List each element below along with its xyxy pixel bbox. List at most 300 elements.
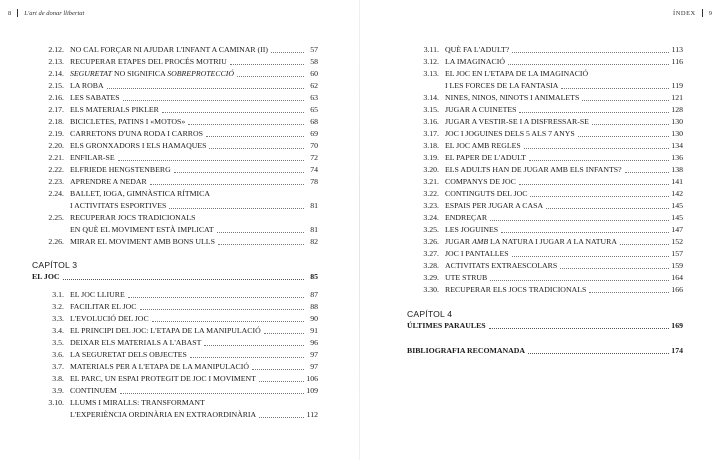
- running-head-divider: [17, 9, 18, 17]
- toc-entry[interactable]: [407, 260, 683, 272]
- leader-dots: [152, 321, 304, 322]
- toc-entry[interactable]: [407, 188, 683, 200]
- leader-dots: [546, 208, 669, 209]
- title-part: I ACTIVITATS ESPORTIVES: [70, 201, 167, 210]
- title-part: JUGAR A VESTIR-SE I A DISFRESSAR-SE: [445, 117, 589, 126]
- title-part: EL PARC, UN ESPAI PROTEGIT DE JOC I MOVIMENT: [70, 374, 256, 383]
- toc-entry-title: [70, 301, 137, 313]
- chapter-3-page: 85: [310, 272, 318, 281]
- leader-dots: [218, 244, 304, 245]
- title-part: LLUMS I MIRALLS: TRANSFORMANT: [70, 398, 205, 407]
- toc-entry[interactable]: [32, 349, 318, 361]
- toc-entry-page: 112: [306, 410, 318, 419]
- toc-entry-title: [70, 385, 117, 397]
- toc-entry-title: [70, 200, 166, 212]
- toc-entry[interactable]: [32, 385, 318, 397]
- toc-entry-page: 136: [671, 153, 683, 162]
- title-part: QUÈ FA L'ADULT?: [445, 45, 510, 54]
- title-part: CONTINGUTS DEL JOC: [445, 189, 528, 198]
- toc-entry-number: 3.21.: [423, 177, 439, 186]
- title-part: ACTIVITATS EXTRAESCOLARS: [445, 261, 558, 270]
- toc-entry-page: 159: [671, 261, 683, 270]
- italic-title-part: SOBREPROTECCIÓ: [167, 69, 234, 78]
- toc-entry-title: [445, 164, 622, 176]
- toc-entry-page: 78: [310, 177, 318, 186]
- toc-entry-page: 128: [671, 105, 683, 114]
- title-part: EL PRINCIPI DEL JOC: L'ETAPA DE LA MANIPULACIÓ: [70, 326, 261, 335]
- toc-entry-page: 130: [671, 117, 683, 126]
- leader-dots: [524, 148, 669, 149]
- title-part: ESPAIS PER JUGAR A CASA: [445, 201, 544, 210]
- toc-entry-title: [445, 284, 586, 296]
- toc-entry[interactable]: [32, 397, 318, 409]
- toc-entry-page: 97: [310, 350, 318, 359]
- toc-entry-title: [70, 361, 249, 373]
- toc-entry-number: 2.26.: [48, 237, 64, 246]
- title-part: RECUPERAR JOCS TRADICIONALS: [70, 213, 196, 222]
- toc-entry-number: 3.2.: [52, 302, 64, 311]
- title-part: I LES FORCES DE LA FANTASIA: [445, 81, 559, 90]
- toc-entry-number: 2.23.: [48, 177, 64, 186]
- chapter-3-title-row[interactable]: [32, 271, 318, 283]
- toc-entry-page: 119: [671, 81, 683, 90]
- title-part: LA ROBA: [70, 81, 104, 90]
- toc-entry[interactable]: [32, 56, 318, 68]
- title-part: ENDREÇAR: [445, 213, 488, 222]
- toc-entry[interactable]: [32, 152, 318, 164]
- leader-dots: [174, 172, 304, 173]
- toc-entry[interactable]: [32, 337, 318, 349]
- toc-entry-page: 147: [671, 225, 683, 234]
- toc-entry-title: [70, 373, 256, 385]
- toc-entry[interactable]: [32, 236, 318, 248]
- section-title: ÍNDEX: [673, 9, 696, 17]
- toc-entry-number: 3.14.: [423, 93, 439, 102]
- toc-entry[interactable]: [407, 248, 683, 260]
- toc-entry-title: [70, 56, 227, 68]
- toc-entry-page: 69: [310, 129, 318, 138]
- italic-title-part: A: [566, 237, 572, 246]
- toc-entry-title: [70, 212, 196, 224]
- toc-entry-page: 87: [310, 290, 318, 299]
- toc-entry[interactable]: [407, 236, 683, 248]
- toc-entry-page: 81: [310, 201, 318, 210]
- leader-dots: [217, 232, 304, 233]
- toc-entry-number: 2.21.: [48, 153, 64, 162]
- leader-dots: [561, 88, 669, 89]
- leader-dots: [512, 256, 669, 257]
- leader-dots: [63, 279, 304, 280]
- toc-entry-page: 68: [310, 117, 318, 126]
- toc-entry-title: [70, 44, 268, 56]
- toc-entry-number: 3.8.: [52, 374, 64, 383]
- toc-entry-page: 113: [671, 45, 683, 54]
- toc-entry-page: 116: [671, 57, 683, 66]
- toc-entry-page: 88: [310, 302, 318, 311]
- toc-entry-number: 3.10.: [48, 398, 64, 407]
- toc-entry[interactable]: [32, 361, 318, 373]
- toc-entry[interactable]: [32, 224, 318, 236]
- title-part: NINES, NINOS, NINOTS I ANIMALETS: [445, 93, 580, 102]
- toc-entry-number: 3.6.: [52, 350, 64, 359]
- leader-dots: [589, 292, 669, 293]
- title-part: MIRAR EL MOVIMENT AMB BONS ULLS: [70, 237, 215, 246]
- toc-entry-title: [445, 212, 487, 224]
- toc-entry-title: [70, 176, 147, 188]
- toc-entry-title: [70, 289, 125, 301]
- toc-entry-number: 2.15.: [48, 81, 64, 90]
- toc-entry-number: 3.27.: [423, 249, 439, 258]
- toc-chapter-3-entries: [32, 289, 318, 421]
- title-part: EN QUÈ EL MOVIMENT ESTÀ IMPLICAT: [70, 225, 214, 234]
- leader-dots: [162, 112, 304, 113]
- toc-entry[interactable]: [32, 176, 318, 188]
- title-part: LES JOGUINES: [445, 225, 499, 234]
- toc-entry-title: [445, 80, 558, 92]
- toc-entry-page: 138: [671, 165, 683, 174]
- chapter-4-title: ÚLTIMES PARAULES: [407, 321, 486, 330]
- toc-entry-title: [445, 176, 516, 188]
- toc-entry[interactable]: [32, 116, 318, 128]
- title-part: JUGAR: [445, 237, 473, 246]
- toc-entry-title: [445, 116, 589, 128]
- toc-entry-page: 90: [310, 314, 318, 323]
- toc-entry[interactable]: [407, 44, 683, 56]
- chapter-4-title-row[interactable]: [407, 320, 683, 332]
- title-part: EL PAPER DE L'ADULT: [445, 153, 526, 162]
- leader-dots: [501, 232, 669, 233]
- toc-entry-number: 2.14.: [48, 69, 64, 78]
- toc-entry-page: 81: [310, 225, 318, 234]
- toc-entry[interactable]: [32, 409, 318, 421]
- toc-entry-title: [445, 272, 487, 284]
- leader-dots: [530, 196, 669, 197]
- title-part: COMPANYS DE JOC: [445, 177, 516, 186]
- bibliography-row[interactable]: [407, 345, 683, 357]
- toc-entry[interactable]: [407, 200, 683, 212]
- toc-entry-number: 3.3.: [52, 314, 64, 323]
- title-part: BICICLETES, PATINS I «MOTOS»: [70, 117, 186, 126]
- toc-entry-title: [445, 224, 498, 236]
- toc-entry-title: [70, 313, 149, 325]
- toc-entry-page: 121: [671, 93, 683, 102]
- title-part: RECUPERAR ETAPES DEL PROCÉS MOTRIU: [70, 57, 227, 66]
- title-part: LA NATURA I JUGAR: [488, 237, 567, 246]
- leader-dots: [120, 393, 304, 394]
- leader-dots: [128, 297, 304, 298]
- toc-entry-page: 74: [310, 165, 318, 174]
- title-part: LES SABATES: [70, 93, 120, 102]
- toc-entry-title: [70, 325, 261, 337]
- title-part: RECUPERAR ELS JOCS TRADICIONALS: [445, 285, 587, 294]
- toc-entry-number: 2.12.: [48, 45, 64, 54]
- toc-chapter-2-entries: [32, 44, 318, 248]
- toc-entry-title: [70, 224, 214, 236]
- toc-entry-page: 157: [671, 249, 683, 258]
- toc-entry-title: [70, 104, 159, 116]
- toc-entry[interactable]: [407, 80, 683, 92]
- title-part: CONTINUEM: [70, 386, 117, 395]
- toc-entry-title: [70, 409, 256, 421]
- toc-entry-number: 3.13.: [423, 69, 439, 78]
- leader-dots: [560, 268, 669, 269]
- toc-entry-page: 166: [671, 285, 683, 294]
- leader-dots: [252, 369, 304, 370]
- toc-entry[interactable]: [407, 212, 683, 224]
- toc-entry-title: [445, 188, 527, 200]
- toc-entry-page: 63: [310, 93, 318, 102]
- title-part: LA IMAGINACIÓ: [445, 57, 505, 66]
- title-part: ELS ADULTS HAN DE JUGAR AMB ELS INFANTS?: [445, 165, 622, 174]
- toc-entry[interactable]: [32, 301, 318, 313]
- toc-entry[interactable]: [407, 68, 683, 80]
- toc-entry-number: 2.24.: [48, 189, 64, 198]
- toc-entry-title: [445, 152, 526, 164]
- toc-entry-number: 3.12.: [423, 57, 439, 66]
- toc-entry-number: 2.20.: [48, 141, 64, 150]
- toc-entry-number: 2.13.: [48, 57, 64, 66]
- left-table-of-contents: [32, 44, 318, 421]
- toc-entry[interactable]: [32, 68, 318, 80]
- toc-entry[interactable]: [32, 80, 318, 92]
- toc-entry[interactable]: [407, 104, 683, 116]
- italic-title-part: AMB: [472, 237, 489, 246]
- chapter-4-label: CAPÍTOL 4: [407, 309, 453, 319]
- title-part: APRENDRE A NEDAR: [70, 177, 147, 186]
- chapter-3-label: CAPÍTOL 3: [32, 260, 78, 270]
- toc-entry-number: 2.17.: [48, 105, 64, 114]
- toc-entry-page: 58: [310, 57, 318, 66]
- toc-entry-title: [70, 116, 185, 128]
- toc-entry[interactable]: [32, 44, 318, 56]
- leader-dots: [188, 124, 304, 125]
- leader-dots: [578, 136, 669, 137]
- toc-entry[interactable]: [407, 116, 683, 128]
- toc-entry-number: 2.25.: [48, 213, 64, 222]
- toc-entry-title: [445, 128, 575, 140]
- toc-entry[interactable]: [407, 152, 683, 164]
- leader-dots: [190, 357, 304, 358]
- toc-entry[interactable]: [32, 92, 318, 104]
- toc-entry-page: 60: [310, 69, 318, 78]
- toc-entry[interactable]: [32, 200, 318, 212]
- title-part: L'EXPERIÈNCIA ORDINÀRIA EN EXTRAORDINÀRIA: [70, 410, 257, 419]
- toc-entry-title: [445, 44, 509, 56]
- title-part: LA NATURA: [571, 237, 617, 246]
- toc-entry-title: [445, 68, 588, 80]
- title-part: FACILITAR EL JOC: [70, 302, 137, 311]
- leader-dots: [508, 64, 669, 65]
- toc-entry-number: 3.26.: [423, 237, 439, 246]
- right-page: [360, 0, 720, 460]
- toc-entry-title: [445, 248, 509, 260]
- leader-dots: [140, 309, 304, 310]
- toc-entry[interactable]: [32, 104, 318, 116]
- toc-entry-page: 134: [671, 141, 683, 150]
- title-part: EL JOC EN L'ETAPA DE LA IMAGINACIÓ: [445, 69, 589, 78]
- toc-entry[interactable]: [407, 92, 683, 104]
- toc-entry-number: 3.19.: [423, 153, 439, 162]
- toc-entry-title: [445, 260, 557, 272]
- toc-entry-page: 57: [310, 45, 318, 54]
- bibliography-title: BIBLIOGRAFIA RECOMANADA: [407, 346, 526, 355]
- spacer: [407, 332, 683, 345]
- leader-dots: [123, 100, 304, 101]
- toc-entry-number: 3.24.: [423, 213, 439, 222]
- title-part: JOC I JOGUINES DELS 5 ALS 7 ANYS: [445, 129, 575, 138]
- title-part: ELS MATERIALS PIKLER: [70, 105, 159, 114]
- toc-entry[interactable]: [32, 325, 318, 337]
- toc-entry-page: 152: [671, 237, 683, 246]
- leader-dots: [259, 381, 304, 382]
- leader-dots: [150, 184, 304, 185]
- title-part: NO SIGNIFICA: [112, 69, 168, 78]
- leader-dots: [490, 280, 669, 281]
- title-part: L'EVOLUCIÓ DEL JOC: [70, 314, 149, 323]
- toc-entry-title: [445, 104, 516, 116]
- toc-entry-title: [70, 140, 206, 152]
- title-part: ELFRIEDE HENGSTENBERG: [70, 165, 171, 174]
- toc-entry-number: 3.16.: [423, 117, 439, 126]
- toc-entry[interactable]: [32, 164, 318, 176]
- leader-dots: [512, 52, 669, 53]
- toc-entry-number: 3.23.: [423, 201, 439, 210]
- leader-dots: [204, 345, 304, 346]
- leader-dots: [206, 136, 304, 137]
- toc-entry-title: [445, 92, 579, 104]
- toc-entry-number: 3.15.: [423, 105, 439, 114]
- book-title: L'art de donar llibertat: [24, 9, 85, 17]
- toc-chapter-3-continued-entries: [407, 44, 683, 296]
- title-part: LA SEGURETAT DELS OBJECTES: [70, 350, 187, 359]
- toc-entry[interactable]: [407, 164, 683, 176]
- toc-entry-title: [70, 68, 234, 80]
- toc-entry-title: [70, 349, 187, 361]
- chapter-4-page: 169: [671, 321, 683, 330]
- title-part: EL JOC AMB REGLES: [445, 141, 521, 150]
- toc-entry-title: [70, 337, 201, 349]
- toc-entry-title: [70, 188, 210, 200]
- toc-entry[interactable]: [407, 56, 683, 68]
- toc-entry-title: [70, 92, 120, 104]
- toc-entry[interactable]: [32, 373, 318, 385]
- toc-entry-page: 145: [671, 213, 683, 222]
- toc-entry[interactable]: [407, 224, 683, 236]
- toc-entry-title: [445, 236, 617, 248]
- leader-dots: [230, 64, 304, 65]
- leader-dots: [528, 353, 669, 354]
- toc-entry-number: 2.19.: [48, 129, 64, 138]
- toc-entry[interactable]: [32, 128, 318, 140]
- toc-entry-page: 62: [310, 81, 318, 90]
- italic-title-part: SEGURETAT: [70, 69, 113, 78]
- toc-entry[interactable]: [32, 140, 318, 152]
- title-part: UTE STRUB: [445, 273, 488, 282]
- toc-entry-page: 96: [310, 338, 318, 347]
- leader-dots: [271, 52, 304, 53]
- left-running-head: [8, 9, 84, 17]
- toc-entry-page: 106: [306, 374, 318, 383]
- toc-entry-number: 3.29.: [423, 273, 439, 282]
- toc-entry-page: 141: [671, 177, 683, 186]
- toc-entry[interactable]: [32, 188, 318, 200]
- toc-entry-number: 3.17.: [423, 129, 439, 138]
- title-part: ELS GRONXADORS I ELS HAMAQUES: [70, 141, 207, 150]
- title-part: BALLET, IOGA, GIMNÀSTICA RÍTMICA: [70, 189, 210, 198]
- toc-entry[interactable]: [407, 284, 683, 296]
- leader-dots: [169, 208, 304, 209]
- toc-entry-page: 70: [310, 141, 318, 150]
- leader-dots: [118, 160, 304, 161]
- toc-entry[interactable]: [407, 272, 683, 284]
- toc-entry-number: 3.28.: [423, 261, 439, 270]
- toc-entry-page: 130: [671, 129, 683, 138]
- leader-dots: [259, 417, 304, 418]
- toc-entry-number: 2.18.: [48, 117, 64, 126]
- leader-dots: [237, 76, 304, 77]
- toc-entry-page: 145: [671, 201, 683, 210]
- leader-dots: [490, 220, 669, 221]
- toc-entry-page: 142: [671, 189, 683, 198]
- toc-entry-page: 91: [310, 326, 318, 335]
- leader-dots: [529, 160, 669, 161]
- toc-entry[interactable]: [407, 140, 683, 152]
- toc-entry[interactable]: [32, 289, 318, 301]
- toc-entry-number: 3.30.: [423, 285, 439, 294]
- toc-entry-title: [70, 164, 171, 176]
- title-part: NO CAL FORÇAR NI AJUDAR L'INFANT A CAMINAR (II): [70, 45, 268, 54]
- toc-entry-number: 3.7.: [52, 362, 64, 371]
- toc-entry-number: 3.22.: [423, 189, 439, 198]
- title-part: ENFILAR-SE: [70, 153, 115, 162]
- title-part: CARRETONS D'UNA RODA I CARROS: [70, 129, 203, 138]
- leader-dots: [519, 184, 669, 185]
- bibliography-page: 174: [671, 346, 683, 355]
- leader-dots: [519, 112, 669, 113]
- toc-entry-page: 164: [671, 273, 683, 282]
- title-part: MATERIALS PER A L'ETAPA DE LA MANIPULACIÓ: [70, 362, 249, 371]
- toc-entry-page: 82: [310, 237, 318, 246]
- title-part: JOC I PANTALLES: [445, 249, 509, 258]
- leader-dots: [592, 124, 669, 125]
- toc-entry-page: 97: [310, 362, 318, 371]
- title-part: EL JOC LLIURE: [70, 290, 125, 299]
- toc-entry-title: [445, 56, 505, 68]
- leader-dots: [489, 328, 669, 329]
- toc-entry[interactable]: [407, 176, 683, 188]
- toc-entry[interactable]: [407, 128, 683, 140]
- toc-entry-number: 3.4.: [52, 326, 64, 335]
- toc-entry-page: 72: [310, 153, 318, 162]
- toc-entry-page: 109: [306, 386, 318, 395]
- toc-entry-number: 3.5.: [52, 338, 64, 347]
- running-head-divider: [702, 9, 703, 17]
- toc-entry-number: 3.1.: [52, 290, 64, 299]
- right-page-number: 9: [708, 9, 712, 17]
- toc-entry-title: [70, 80, 104, 92]
- leader-dots: [107, 88, 304, 89]
- toc-entry-title: [70, 152, 115, 164]
- left-page-number: 8: [8, 9, 12, 17]
- toc-entry[interactable]: [32, 212, 318, 224]
- toc-entry-number: 3.20.: [423, 165, 439, 174]
- toc-entry-title: [70, 128, 203, 140]
- leader-dots: [264, 333, 304, 334]
- toc-entry-title: [445, 140, 521, 152]
- toc-entry[interactable]: [32, 313, 318, 325]
- toc-entry-number: 2.16.: [48, 93, 64, 102]
- toc-entry-title: [445, 200, 543, 212]
